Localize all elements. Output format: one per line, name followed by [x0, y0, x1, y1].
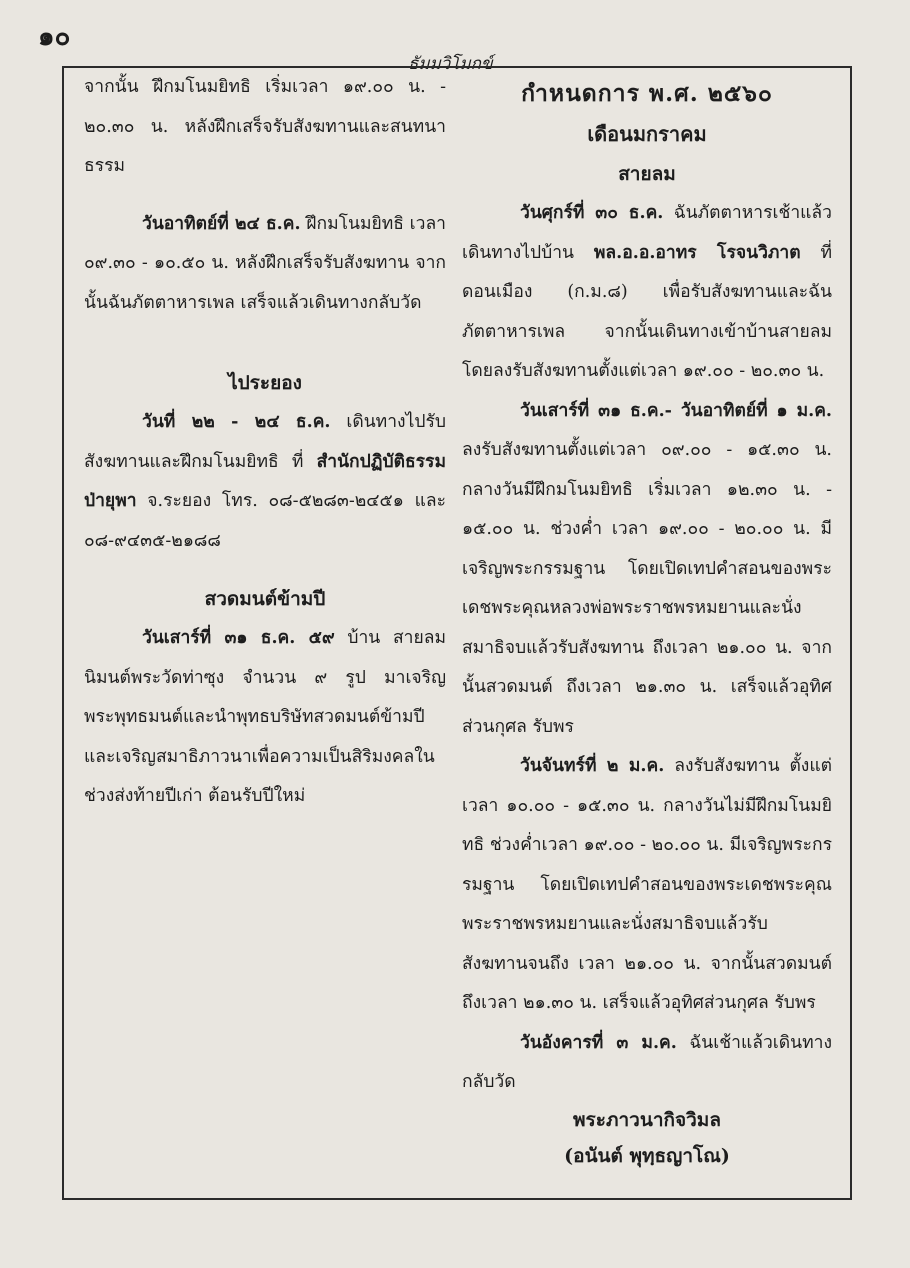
date-label: วันจันทร์ที่ ๒ ม.ค. [520, 756, 665, 776]
left-paragraph-2 [84, 205, 446, 324]
right-p2-text: ลงรับสังฆทานตั้งแต่เวลา ๐๙.๐๐ - ๑๕.๓๐ น. กลางวันมีฝึกมโนมยิทธิ เริ่มเวลา ๑๒.๓๐ น. - ๑๕.๐๐ น. ช่วงค่ำ เวลา ๑๙.๐๐ - ๒๐.๐๐ น. มีเจริญพระกรรมฐาน โดยเปิดเทปคำสอนของพระเดชพระคุณหลวงพ่อพระราชพรหมยานและนั่งสมาธิจบแล้วรับสังฆทาน ถึงเวลา ๒๑.๐๐ น. จากนั้นสวดมนต์ ถึงเวลา ๒๑.๓๐ น. เสร็จแล้วอุทิศส่วนกุศล รับพร [462, 440, 832, 737]
signature-block [462, 1102, 832, 1174]
right-paragraph-1 [462, 194, 832, 392]
place-heading: สายลม [618, 163, 676, 185]
page-number: ๑๐ [38, 22, 71, 52]
right-p1-text-2: ที่ดอนเมือง (ก.ม.๘) เพื่อรับสังฆทานและฉันภัตตาหารเพล จากนั้นเดินทางเข้าบ้านสายลม โดยลงรับสังฆทานตั้งแต่เวลา ๑๙.๐๐ - ๒๐.๓๐ น. [462, 242, 832, 381]
schedule-title: กำหนดการ พ.ศ. ๒๕๖๐ [521, 80, 773, 107]
left-p1-text: จากนั้น ฝึกมโนมยิทธิ เริ่มเวลา ๑๙.๐๐ น. - ๒๐.๓๐ น. หลังฝึกเสร็จรับสังฆทานและสนทนาธรรม [84, 77, 446, 176]
right-p4-text: ฉันเช้าแล้วเดินทางกลับวัด [462, 1032, 832, 1092]
section-heading-chanting: สวดมนต์ข้ามปี [204, 588, 326, 610]
date-label: วันที่ ๒๒ - ๒๔ ธ.ค. [142, 412, 331, 432]
left-paragraph-1 [84, 68, 446, 187]
left-p3-text: เดินทางไปรับสังฆทานและฝึกมโนมยิทธิ ที่ [84, 412, 446, 472]
left-paragraph-4 [84, 619, 446, 817]
signature-name: พระภาวนากิจวิมล [573, 1109, 721, 1131]
right-p3-text: ลงรับสังฆทาน ตั้งแต่เวลา ๑๐.๐๐ - ๑๕.๓๐ น. กลางวันไม่มีฝึกมโนมยิทธิ ช่วงค่ำเวลา ๑๙.๐๐ - ๒๐.๐๐ น. มีเจริญพระกรรมฐาน โดยเปิดเทปคำสอนของพระเดชพระคุณพระราชพรหมยานและนั่งสมาธิจบแล้วรับสังฆทานจนถึง เวลา ๒๑.๐๐ น. จากนั้นสวดมนต์ถึงเวลา ๒๑.๓๐ น. เสร็จแล้วอุทิศส่วนกุศล รับพร [462, 756, 832, 1013]
right-p1-text: ฉันภัตตาหารเช้าแล้ว เดินทางไปบ้าน [462, 203, 832, 263]
page-frame [62, 66, 852, 1200]
place-name: สำนักปฏิบัติธรรมป่ายุพา [84, 451, 446, 511]
left-p2-text: ฝึกมโนมยิทธิ เวลา ๐๙.๓๐ - ๑๐.๕๐ น. หลังฝึกเสร็จรับสังฆทาน จากนั้นฉันภัตตาหารเพล เสร็จแล้วเดินทางกลับวัด [84, 213, 446, 313]
date-label: วันเสาร์ที่ ๓๑ ธ.ค.- วันอาทิตย์ที่ ๑ ม.ค. [520, 400, 832, 421]
right-paragraph-3 [462, 747, 832, 1024]
month-heading: เดือนมกราคม [587, 122, 707, 146]
section-heading-rayong: ไประยอง [228, 372, 302, 394]
host-name: พล.อ.อ.อาทร โรจนวิภาต [593, 242, 801, 263]
left-paragraph-3 [84, 403, 446, 561]
date-label: วันอาทิตย์ที่ ๒๔ ธ.ค. [142, 213, 301, 234]
right-paragraph-2 [462, 392, 832, 748]
date-label: วันอังคารที่ ๓ ม.ค. [520, 1032, 677, 1053]
left-column [84, 68, 446, 1198]
running-header: ธัมมวิโมกข์ [408, 54, 493, 74]
right-paragraph-4 [462, 1024, 832, 1103]
left-p3-text-2: จ.ระยอง โทร. ๐๘-๕๒๘๓-๒๔๕๑ และ ๐๘-๙๔๓๕-๒๑๘๘ [84, 491, 446, 551]
date-label: วันเสาร์ที่ ๓๑ ธ.ค. ๕๙ [142, 628, 335, 648]
date-label: วันศุกร์ที่ ๓๐ ธ.ค. [520, 203, 664, 223]
right-column [462, 68, 832, 1198]
signature-subname: (อนันต์ พุทฺธญาโณ) [564, 1145, 730, 1167]
left-p4-text: บ้าน สายลม นิมนต์พระวัดท่าซุง จำนวน ๙ รูป มาเจริญพระพุทธมนต์และนำพุทธบริษัทสวดมนต์ข้ามปี และเจริญสมาธิภาวนาเพื่อความเป็นสิริมงคลในช่วงส่งท้ายปีเก่า ต้อนรับปีใหม่ [84, 628, 447, 806]
